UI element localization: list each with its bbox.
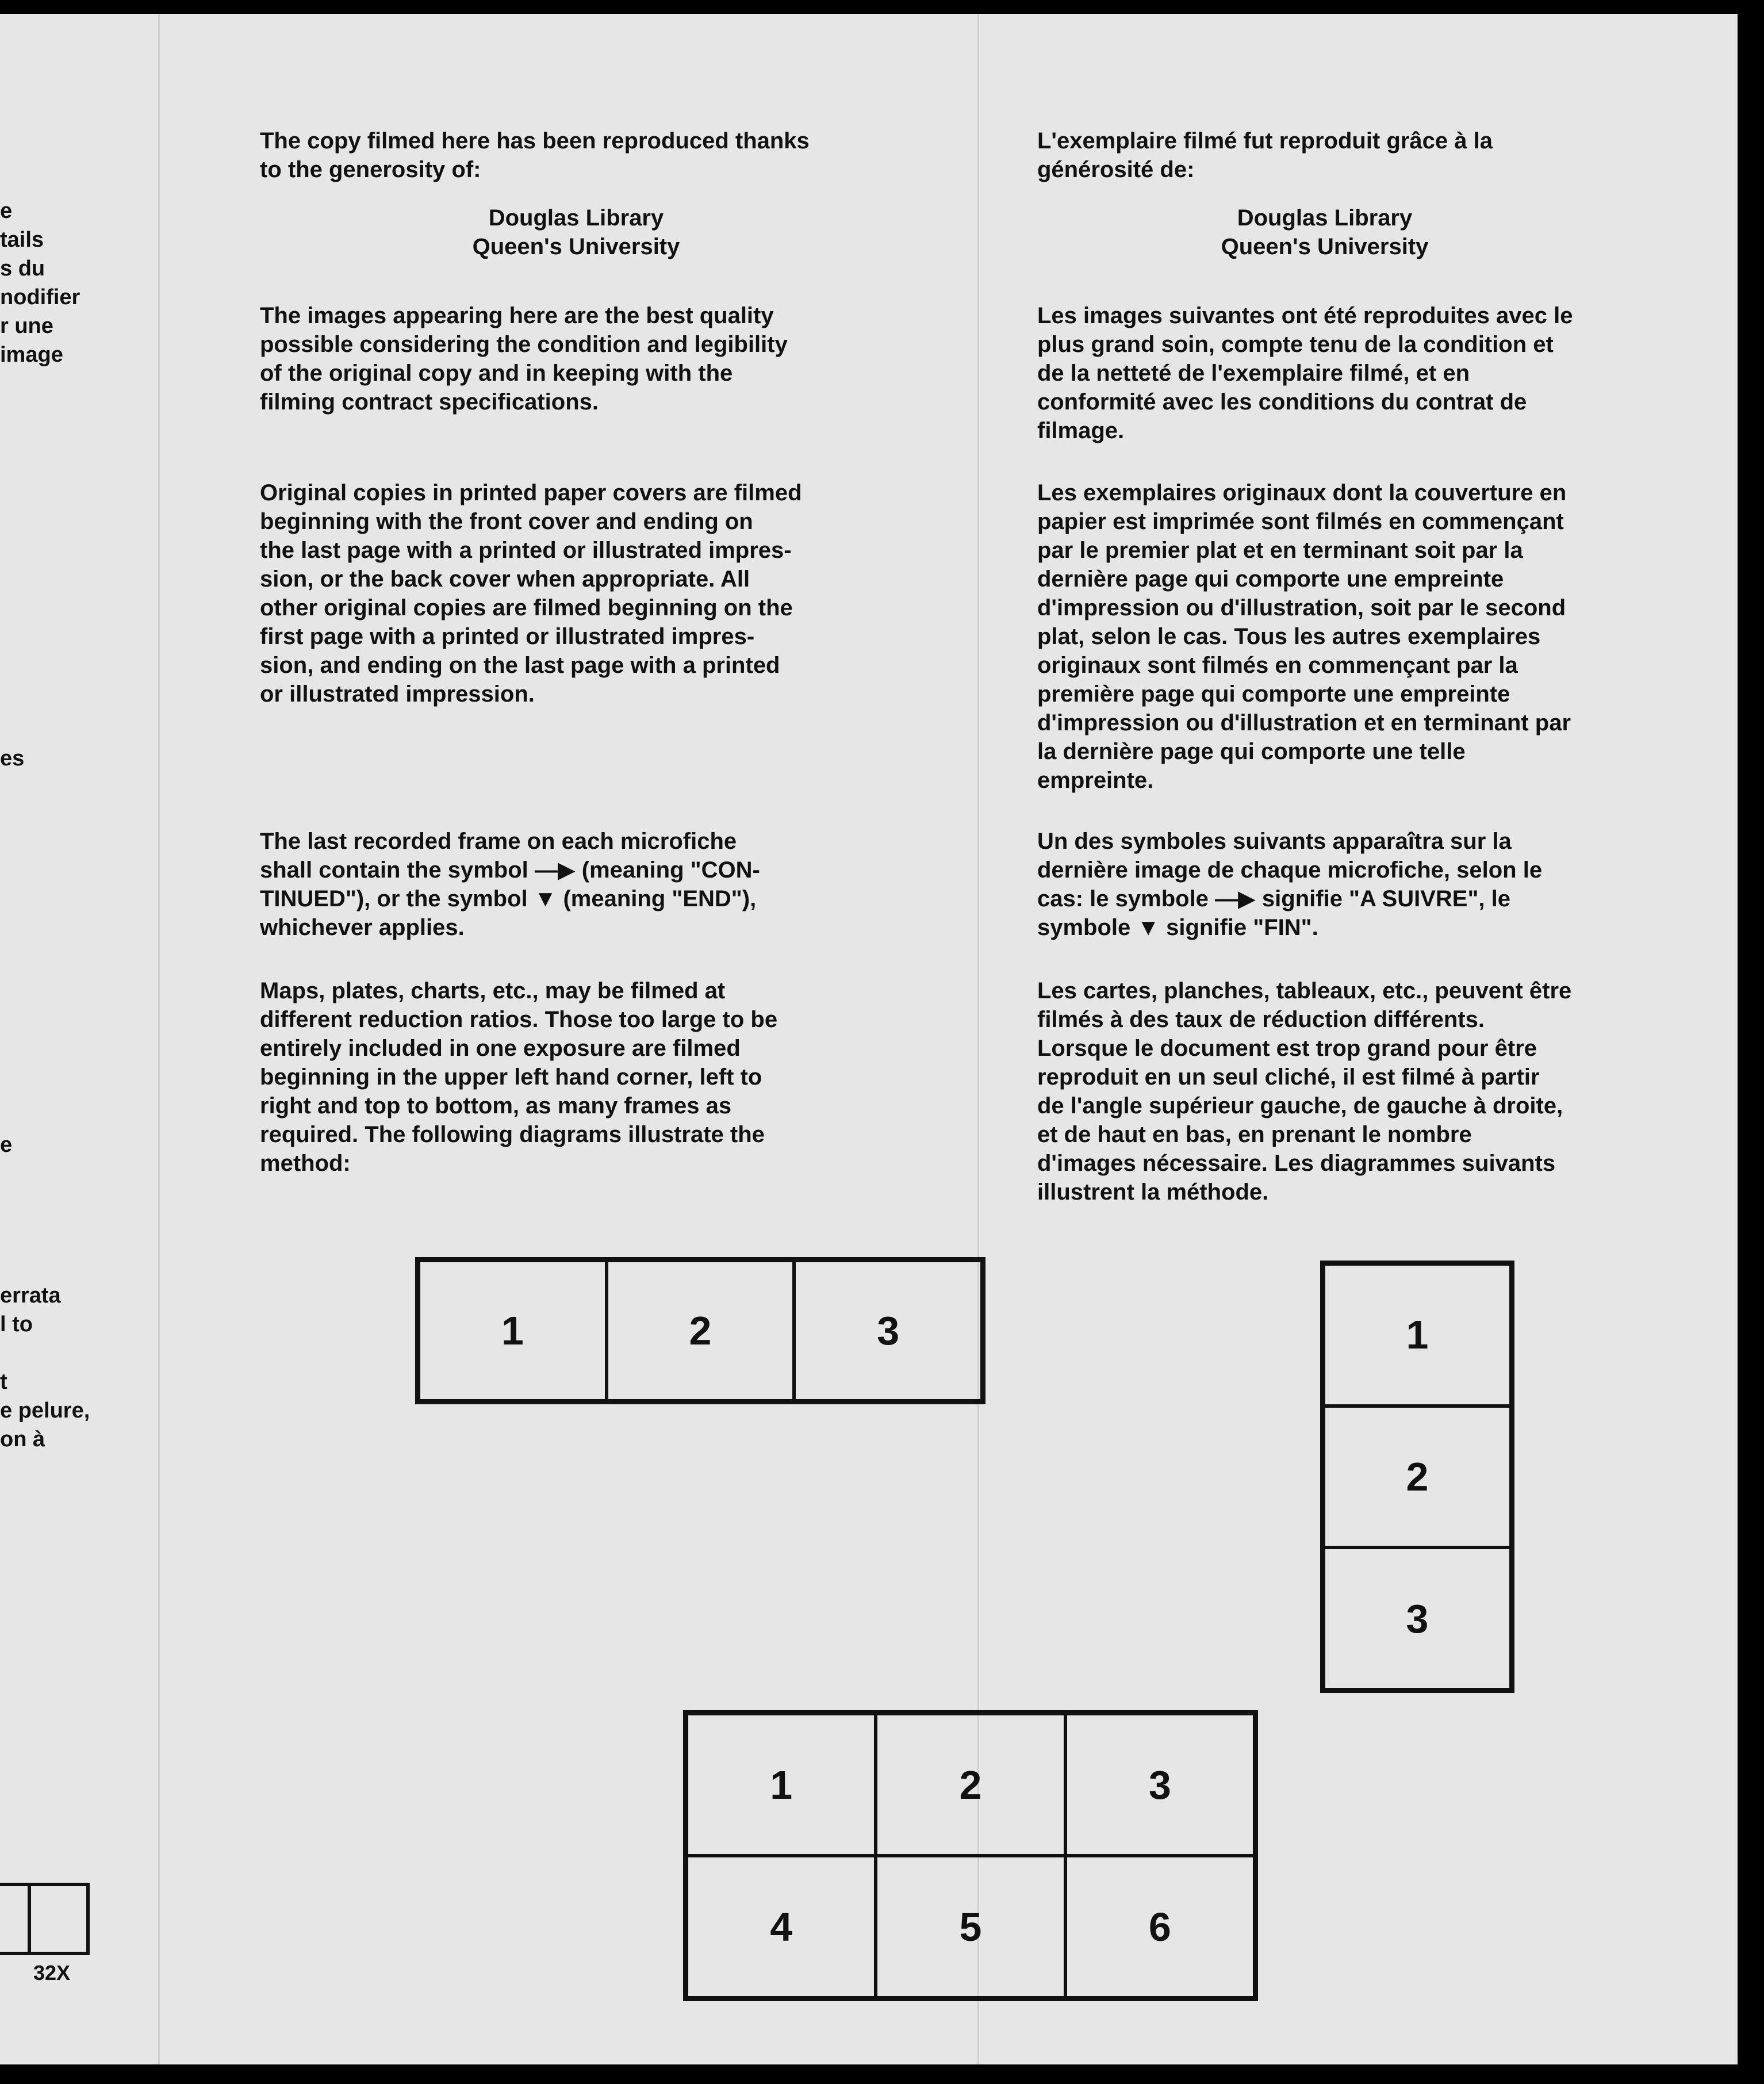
fr-quality: Les images suivantes ont été reproduites avec le plus grand soin, compte tenu de la condition et de la netteté de l'exemplaire filmé, et en conformité avec les conditions du contrat de filmage.: [1037, 303, 1573, 443]
fr-covers: Les exemplaires originaux dont la couverture en papier est imprimée sont filmés en commençant par le premier plat et en terminant soit par la dernière page qui comporte une empreinte d'impression ou d'illustration, soit par le second plat, selon le cas. Tous les autres exemplaires originaux sont filmés en commençant par la première page qui comporte une empreinte d'impression ou d'illustration et en terminant par la dernière page qui comporte une telle empreinte.: [1037, 480, 1571, 793]
fragment-4: nodifier: [0, 285, 80, 309]
fragment-7: es: [0, 746, 25, 771]
fr-library: Douglas Library: [1237, 205, 1413, 231]
en-maps: Maps, plates, charts, etc., may be filmed at different reduction ratios. Those too large to be entirely included in one exposure are filmed beginning in the upper left hand corner, left to right and top to bottom, as many frames as required. The following diagrams illustrate the method:: [260, 978, 778, 1176]
fr-maps: Les cartes, planches, tableaux, etc., peuvent être filmés à des taux de réduction différents. Lorsque le document est trop grand pour être reproduit en un seul cliché, il est filmé à partir de l'angle supérieur gauche, de gauche à droite, et de haut en bas, en prenant le nombre d'images nécessaire. Les diagrammes suivants illustrent la méthode.: [1037, 978, 1572, 1205]
reduction-label: 32X: [33, 1961, 71, 1985]
diagram-cell: 2: [876, 1714, 1065, 1856]
fragment-9: errata: [0, 1284, 61, 1308]
fold-line-left: [158, 14, 160, 2064]
fragment-5: r une: [0, 314, 53, 338]
en-quality: The images appearing here are the best quality possible considering the condition and legibility of the original copy and in keeping with the filming contract specifications.: [260, 303, 788, 415]
fr-intro: L'exemplaire filmé fut reproduit grâce à la générosité de:: [1037, 128, 1493, 182]
diagram-cell: 3: [1065, 1714, 1255, 1856]
diagram-cell: 2: [607, 1261, 795, 1401]
scanned-page: [0, 14, 1738, 2064]
diagram-cell: 1: [419, 1261, 607, 1401]
diagram-vertical: [1320, 1261, 1514, 1693]
diagram-cell: 4: [687, 1856, 876, 1998]
reduction-frame-divider: [28, 1885, 31, 1953]
diagram-cell: 1: [1324, 1264, 1511, 1406]
en-intro: The copy filmed here has been reproduced thanks to the generosity of:: [260, 128, 810, 182]
en-covers: Original copies in printed paper covers are filmed beginning with the front cover and ending on the last page with a printed or illustrated impres- sion, or the back cover when appropriate. All other original copies are filmed beginning on the first page with a printed or illustrated impres- sion, and ending on the last page with a printed or illustrated impression.: [260, 480, 802, 707]
fragment-6: image: [0, 343, 63, 367]
en-symbols: The last recorded frame on each microfiche shall contain the symbol ―▶ (meaning "CON- TINUED"), or the symbol ▼ (meaning "END"), whichever applies.: [260, 829, 760, 940]
fragment-13: on à: [0, 1427, 45, 1451]
fragment-3: s du: [0, 256, 45, 281]
diagram-cell: 6: [1065, 1856, 1255, 1998]
reduction-frame: [0, 1883, 90, 1955]
diagram-cell: 3: [1324, 1547, 1511, 1690]
fr-university: Queen's University: [1221, 234, 1429, 259]
diagram-cell: 3: [794, 1261, 982, 1401]
en-library: Douglas Library: [488, 205, 664, 231]
fragment-8: e: [0, 1133, 13, 1157]
diagram-cell: 5: [876, 1856, 1065, 1998]
diagram-horizontal: [415, 1257, 985, 1404]
diagram-grid: [683, 1710, 1258, 2001]
fragment-11: t: [0, 1370, 7, 1394]
diagram-cell: 1: [687, 1714, 876, 1856]
fragment-12: e pelure,: [0, 1399, 90, 1423]
fragment-1: e: [0, 199, 13, 223]
fr-symbols: Un des symboles suivants apparaîtra sur la dernière image de chaque microfiche, selon le cas: le symbole ―▶ signifie "A SUIVRE", le symbole ▼ signifie "FIN".: [1037, 829, 1543, 940]
diagram-cell: 2: [1324, 1406, 1511, 1548]
en-university: Queen's University: [472, 234, 680, 259]
fragment-2: tails: [0, 228, 44, 252]
fragment-10: l to: [0, 1312, 33, 1336]
